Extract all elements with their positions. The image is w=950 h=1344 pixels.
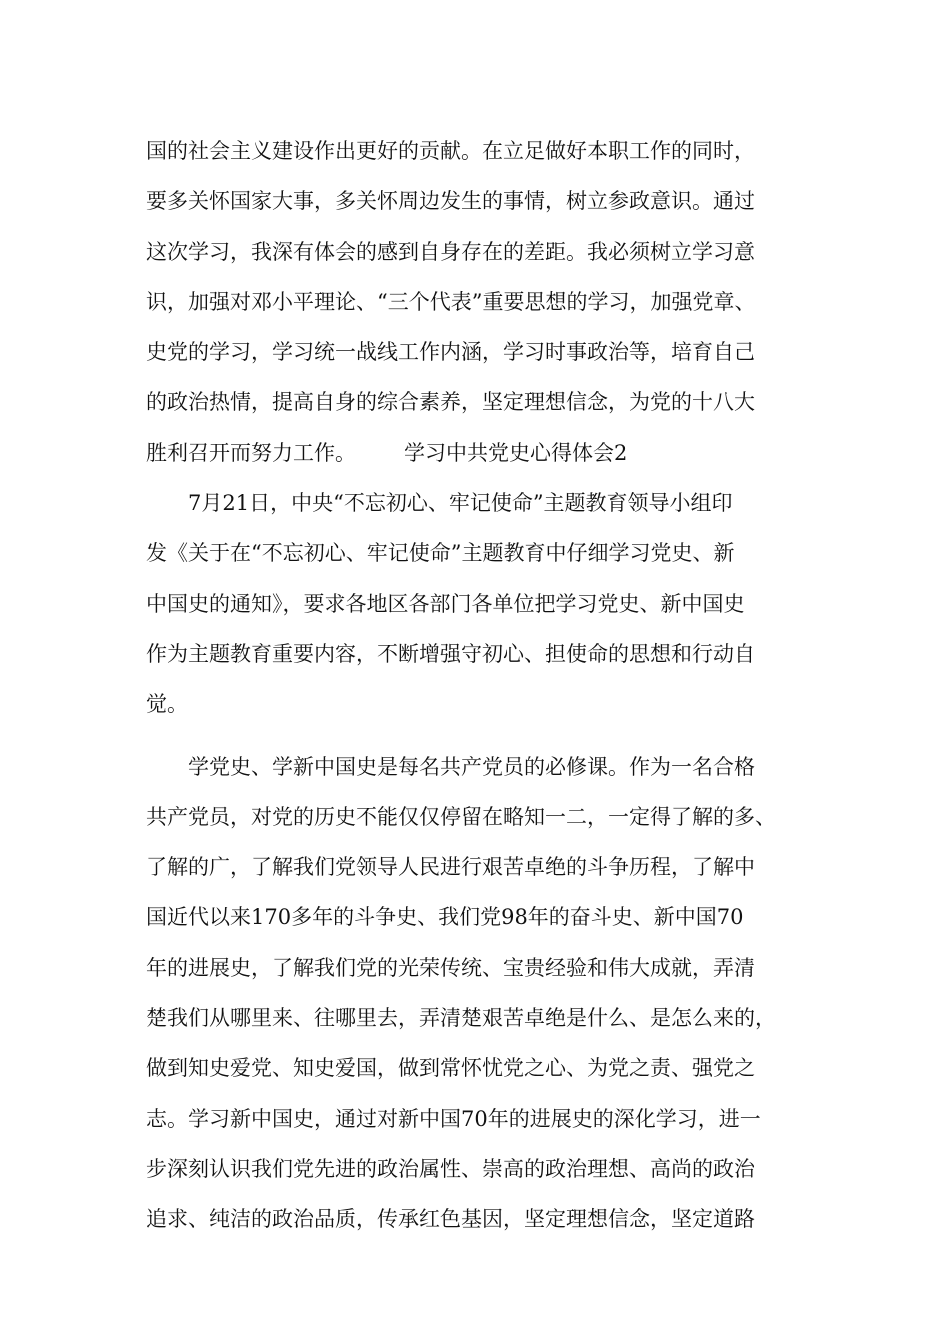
paragraph-3 (146, 742, 826, 1245)
text-line: 识，加强对邓小平理论、“三个代表”重要思想的学习，加强党章、 (146, 289, 756, 314)
text-line: 的政治热情，提高自身的综合素养，坚定理想信念，为党的十八大 (146, 390, 755, 415)
text-line (146, 428, 826, 478)
text-line: 中国史的通知》，要求各地区各部门各单位把学习党史、新中国史 (146, 591, 745, 616)
text-line: 志。学习新中国史，通过对新中国70年的进展史的深化学习，进一 (146, 1106, 761, 1131)
text-line: 7月21日，中央“不忘初心、牢记使命”主题教育领导小组印 (188, 491, 733, 516)
text-line: 学党史、学新中国史是每名共产党员的必修课。作为一名合格 (188, 754, 755, 779)
paragraph-2 (146, 478, 826, 729)
section-heading: 学习中共党史心得体会2 (404, 440, 628, 465)
text-line: 步深刻认识我们党先进的政治属性、崇高的政治理想、高尚的政治 (146, 1156, 755, 1181)
text-line: 追求、纯洁的政治品质，传承红色基因，坚定理想信念，坚定道路 (146, 1207, 755, 1232)
paragraph-1-last-line: 胜利召开而努力工作。 (146, 440, 356, 465)
paragraph-1 (146, 126, 826, 478)
text-line: 共产党员，对党的历史不能仅仅停留在略知一二，一定得了解的多、 (146, 804, 776, 829)
text-line: 了解的广，了解我们党领导人民进行艰苦卓绝的斗争历程，了解中 (146, 855, 755, 880)
text-line: 国的社会主义建设作出更好的贡献。在立足做好本职工作的同时， (146, 139, 755, 163)
text-line: 作为主题教育重要内容，不断增强守初心、担使命的思想和行动自 (146, 641, 755, 666)
text-line: 年的进展史，了解我们党的光荣传统、宝贵经验和伟大成就，弄清 (146, 955, 755, 980)
text-line: 国近代以来170多年的斗争史、我们党98年的奋斗史、新中国70 (146, 905, 744, 930)
text-line: 觉。 (146, 692, 188, 717)
text-line: 发《关于在“不忘初心、牢记使命”主题教育中仔细学习党史、新 (146, 541, 735, 566)
text-line: 要多关怀国家大事，多关怀周边发生的事情，树立参政意识。通过 (146, 189, 755, 214)
text-line: 楚我们从哪里来、往哪里去，弄清楚艰苦卓绝是什么、是怎么来的， (146, 1006, 776, 1031)
text-line: 做到知史爱党、知史爱国，做到常怀忧党之心、为党之责、强党之 (146, 1056, 755, 1081)
text-line: 史党的学习，学习统一战线工作内涵，学习时事政治等，培育自己 (146, 340, 755, 365)
text-line: 这次学习，我深有体会的感到自身存在的差距。我必须树立学习意 (146, 239, 755, 264)
document-body (146, 126, 826, 1245)
